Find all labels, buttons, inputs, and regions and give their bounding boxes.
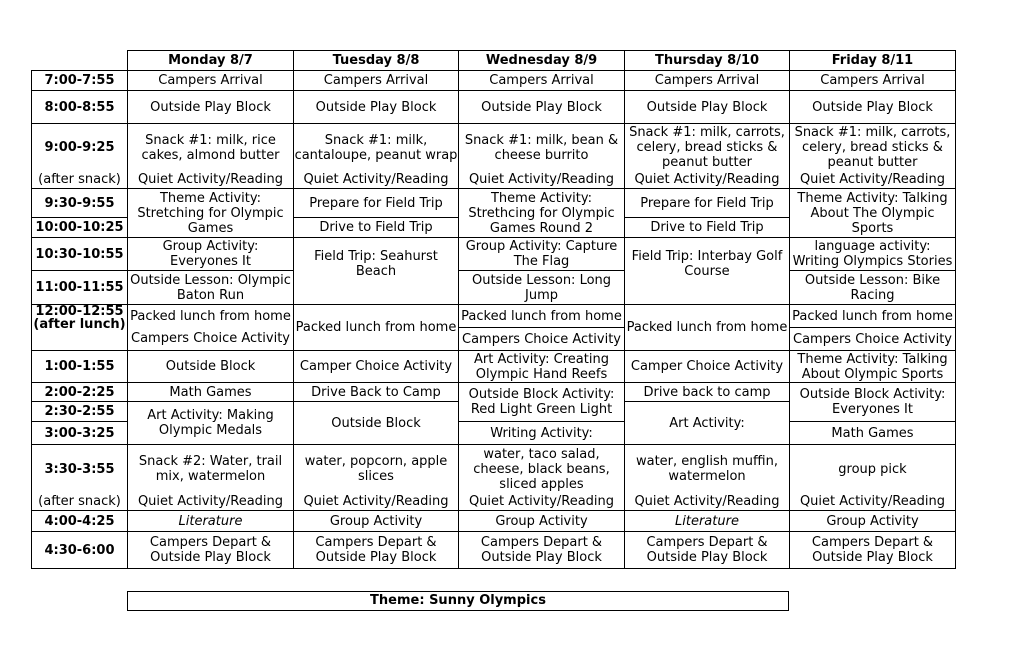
schedule-cell: Outside Block [294, 402, 459, 445]
schedule-cell: water, popcorn, apple slices [294, 445, 459, 494]
schedule-cell: Quiet Activity/Reading [459, 494, 625, 511]
time-cell [32, 305, 128, 351]
time-cell: 10:30-10:55 [32, 238, 128, 271]
schedule-cell: Campers Depart & Outside Play Block [294, 532, 459, 569]
schedule-cell: Snack #1: milk, rice cakes, almond butter [128, 124, 294, 172]
schedule-cell: Theme Activity: Talking About The Olympic Sports [790, 189, 956, 238]
schedule-cell: Outside Play Block [790, 91, 956, 124]
schedule-cell: Group Activity: Everyones It [128, 238, 294, 271]
schedule-cell: Outside Lesson: Olympic Baton Run [128, 271, 294, 305]
schedule-cell: Campers Arrival [790, 71, 956, 91]
schedule-cell: Drive Back to Camp [294, 383, 459, 402]
schedule-cell: Prepare for Field Trip [294, 189, 459, 218]
schedule-cell: Art Activity: [625, 402, 790, 445]
schedule-cell: Outside Play Block [294, 91, 459, 124]
schedule-cell: Snack #1: milk, carrots, celery, bread sticks & peanut butter [790, 124, 956, 172]
time-cell: 3:00-3:25 [32, 422, 128, 445]
schedule-cell: Outside Play Block [625, 91, 790, 124]
schedule-cell: Campers Depart & Outside Play Block [625, 532, 790, 569]
schedule-cell: Campers Depart & Outside Play Block [790, 532, 956, 569]
schedule-cell: Campers Arrival [294, 71, 459, 91]
schedule-cell: Packed lunch from home [790, 305, 956, 328]
time-cell: 9:00-9:25 [32, 124, 128, 172]
time-cell: (after snack) [32, 494, 128, 511]
schedule-cell: Camper Choice Activity [294, 351, 459, 383]
day-header-friday: Friday 8/11 [790, 51, 956, 71]
schedule-cell: Literature [625, 511, 790, 532]
schedule-cell: Packed lunch from home [128, 305, 294, 328]
schedule-cell: Packed lunch from home [459, 305, 625, 328]
schedule-cell: water, taco salad, cheese, black beans, sliced apples [459, 445, 625, 494]
schedule-cell: Math Games [128, 383, 294, 402]
schedule-cell: Prepare for Field Trip [625, 189, 790, 218]
schedule-cell: Campers Arrival [459, 71, 625, 91]
schedule-cell: Packed lunch from home [625, 305, 790, 351]
schedule-cell: Snack #1: milk, carrots, celery, bread sticks & peanut butter [625, 124, 790, 172]
time-cell: 2:30-2:55 [32, 402, 128, 422]
time-cell: 2:00-2:25 [32, 383, 128, 402]
schedule-cell: Snack #1: milk, cantaloupe, peanut wrap [294, 124, 459, 172]
schedule-cell: Quiet Activity/Reading [790, 494, 956, 511]
schedule-cell: Theme Activity: Talking About Olympic Sports [790, 351, 956, 383]
schedule-cell: Campers Arrival [128, 71, 294, 91]
schedule-cell: Quiet Activity/Reading [625, 172, 790, 189]
schedule-cell: Outside Lesson: Long Jump [459, 271, 625, 305]
schedule-cell: Outside Play Block [128, 91, 294, 124]
schedule-cell: Quiet Activity/Reading [459, 172, 625, 189]
schedule-cell: Campers Depart & Outside Play Block [128, 532, 294, 569]
schedule-cell: group pick [790, 445, 956, 494]
schedule-cell: Group Activity [790, 511, 956, 532]
schedule-cell: Drive to Field Trip [294, 218, 459, 238]
time-cell: 7:00-7:55 [32, 71, 128, 91]
schedule-cell: Campers Choice Activity [790, 328, 956, 351]
schedule-cell: Quiet Activity/Reading [294, 494, 459, 511]
schedule-cell: Field Trip: Interbay Golf Course [625, 238, 790, 305]
schedule-cell: Campers Arrival [625, 71, 790, 91]
schedule-cell: Math Games [790, 422, 956, 445]
schedule-cell: Theme Activity: Stretching for Olympic Games [128, 189, 294, 238]
lunch-time-label: 12:00-12:55 (after lunch) [33, 305, 126, 332]
schedule-table [31, 50, 956, 569]
schedule-cell: Quiet Activity/Reading [128, 172, 294, 189]
schedule-cell: Group Activity [459, 511, 625, 532]
schedule-cell: Campers Choice Activity [128, 328, 294, 351]
day-header-tuesday: Tuesday 8/8 [294, 51, 459, 71]
schedule-cell: Group Activity: Capture The Flag [459, 238, 625, 271]
schedule-cell: Campers Depart & Outside Play Block [459, 532, 625, 569]
schedule-cell: Quiet Activity/Reading [625, 494, 790, 511]
time-cell: 4:30-6:00 [32, 532, 128, 569]
time-cell: 3:30-3:55 [32, 445, 128, 494]
schedule-cell: Drive to Field Trip [625, 218, 790, 238]
time-cell: (after snack) [32, 172, 128, 189]
schedule-cell: Snack #1: milk, bean & cheese burrito [459, 124, 625, 172]
schedule-cell: Field Trip: Seahurst Beach [294, 238, 459, 305]
schedule-cell: Outside Block Activity: Red Light Green Light [459, 383, 625, 422]
time-cell: 10:00-10:25 [32, 218, 128, 238]
schedule-cell: Camper Choice Activity [625, 351, 790, 383]
schedule-cell: Packed lunch from home [294, 305, 459, 351]
schedule-cell: Outside Block Activity: Everyones It [790, 383, 956, 422]
day-header-wednesday: Wednesday 8/9 [459, 51, 625, 71]
schedule-cell: Art Activity: Creating Olympic Hand Reefs [459, 351, 625, 383]
time-cell: 1:00-1:55 [32, 351, 128, 383]
time-cell: 9:30-9:55 [32, 189, 128, 218]
schedule-cell: Snack #2: Water, trail mix, watermelon [128, 445, 294, 494]
day-header-monday: Monday 8/7 [128, 51, 294, 71]
schedule-cell: language activity: Writing Olympics Stories [790, 238, 956, 271]
schedule-cell: water, english muffin, watermelon [625, 445, 790, 494]
schedule-cell: Outside Block [128, 351, 294, 383]
schedule-cell: Group Activity [294, 511, 459, 532]
day-header-thursday: Thursday 8/10 [625, 51, 790, 71]
schedule-cell: Outside Play Block [459, 91, 625, 124]
schedule-cell: Quiet Activity/Reading [128, 494, 294, 511]
schedule-cell: Drive back to camp [625, 383, 790, 402]
schedule-cell: Art Activity: Making Olympic Medals [128, 402, 294, 445]
schedule-cell: Outside Lesson: Bike Racing [790, 271, 956, 305]
schedule-cell: Theme Activity: Strethcing for Olympic Games Round 2 [459, 189, 625, 238]
schedule-cell: Quiet Activity/Reading [294, 172, 459, 189]
schedule-cell: Writing Activity: [459, 422, 625, 445]
schedule-cell: Literature [128, 511, 294, 532]
schedule-cell: Campers Choice Activity [459, 328, 625, 351]
time-cell: 4:00-4:25 [32, 511, 128, 532]
theme-label: Theme: Sunny Olympics [127, 591, 789, 611]
corner-cell [32, 51, 128, 71]
schedule-cell: Quiet Activity/Reading [790, 172, 956, 189]
time-cell: 11:00-11:55 [32, 271, 128, 305]
time-cell: 8:00-8:55 [32, 91, 128, 124]
